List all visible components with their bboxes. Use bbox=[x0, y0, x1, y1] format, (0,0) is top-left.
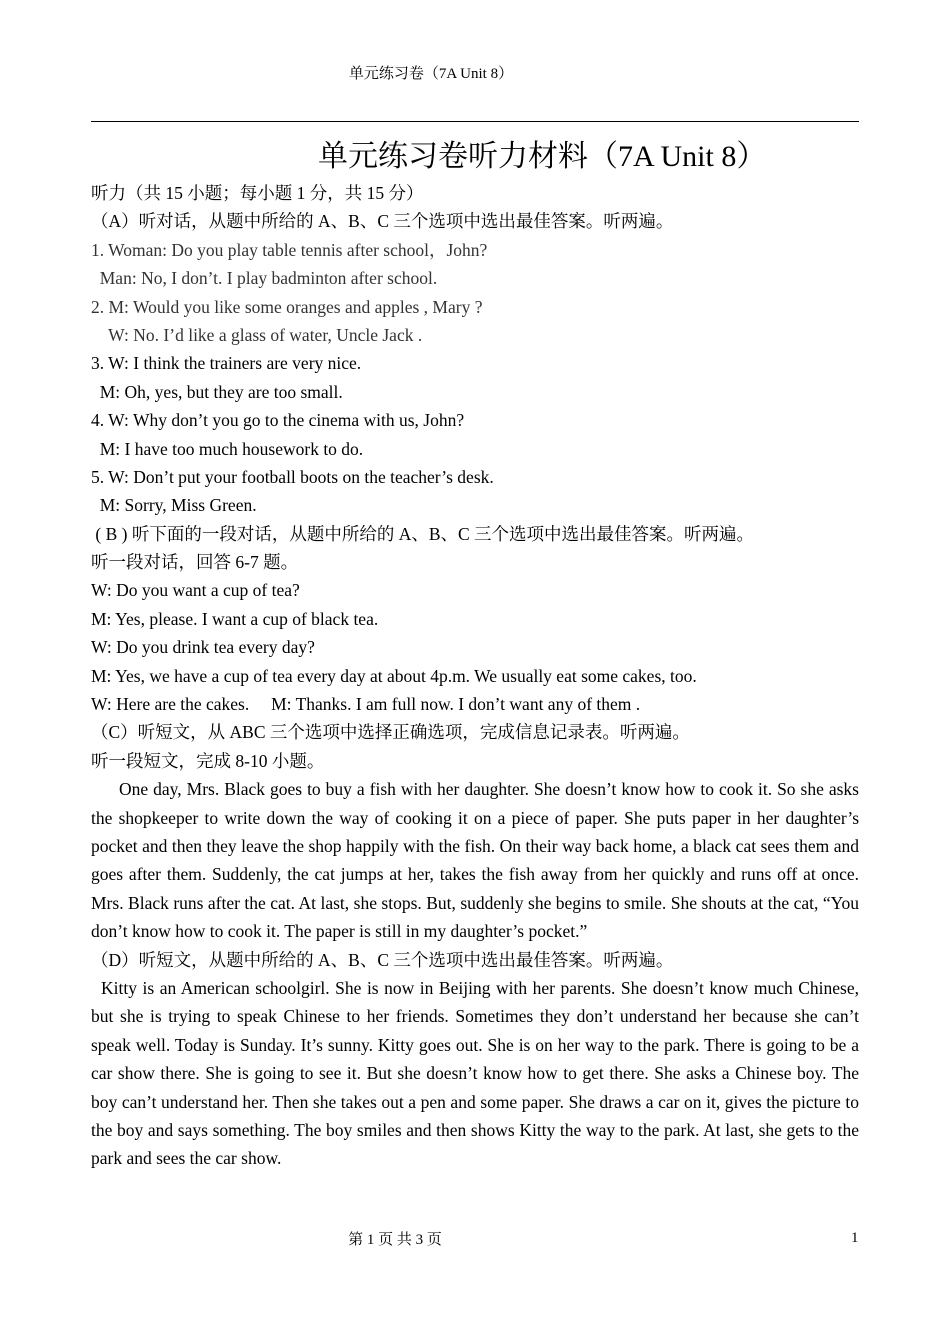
dialogue-line: M: Yes, please. I want a cup of black tea. bbox=[91, 608, 379, 629]
document-title: 单元练习卷听力材料（7A Unit 8） bbox=[318, 140, 767, 173]
dialogue-line: 1. Woman: Do you play table tennis after school，John? bbox=[91, 239, 488, 260]
document-body bbox=[91, 179, 859, 1173]
header-divider bbox=[91, 121, 859, 122]
page-number: 1 bbox=[851, 1230, 859, 1246]
page-header: 单元练习卷（7A Unit 8） bbox=[348, 66, 514, 82]
dialogue-line: W: Here are the cakes. M: Thanks. I am full now. I don’t want any of them . bbox=[91, 694, 641, 715]
dialogue-line: Man: No, I don’t. I play badminton after school. bbox=[91, 268, 438, 289]
dialogue-line: W: No. I’d like a glass of water, Uncle Jack . bbox=[91, 324, 423, 345]
dialogue-line: M: I have too much housework to do. bbox=[91, 438, 364, 459]
dialogue-line: 3. W: I think the trainers are very nice. bbox=[91, 353, 362, 374]
dialogue-line: W: Do you drink tea every day? bbox=[91, 637, 315, 658]
section-b-subheading: 听一段对话，回答 6-7 题。 bbox=[91, 552, 299, 573]
listening-intro: 听力（共 15 小题；每小题 1 分，共 15 分） bbox=[91, 183, 424, 203]
section-c-subheading: 听一段短文，完成 8-10 小题。 bbox=[91, 750, 325, 771]
dialogue-line: 5. W: Don’t put your football boots on the teacher’s desk. bbox=[91, 466, 494, 487]
dialogue-line: 2. M: Would you like some oranges and apples , Mary ? bbox=[91, 296, 483, 317]
dialogue-line: M: Yes, we have a cup of tea every day at about 4p.m. We usually eat some cakes, too. bbox=[91, 665, 697, 686]
section-a-heading: （A）听对话，从题中所给的 A、B、C 三个选项中选出最佳答案。听两遍。 bbox=[91, 211, 674, 232]
dialogue-line: M: Sorry, Miss Green. bbox=[91, 495, 257, 516]
section-d-passage: Kitty is an American schoolgirl. She is now in Beijing with her parents. She doesn’t know much Chinese, but she is trying to speak Chinese to her friends. Sometimes they don’t understand her because she can’t speak well. Today is Sunday. It’s sunny. Kitty goes out. She is on her way to the park. There is going to be a car show there. She is going to see it. But she doesn’t know how to get there. She asks a Chinese boy. The boy can’t understand her. Then she takes out a pen and some paper. She draws a car on it, gives the picture to the boy and says something. The boy smiles and then shows Kitty the way to the park. At last, she gets to the park and sees the car show. bbox=[91, 978, 859, 1169]
section-b-heading: ( B ) 听下面的一段对话，从题中所给的 A、B、C 三个选项中选出最佳答案。听两遍。 bbox=[91, 523, 755, 544]
dialogue-line: M: Oh, yes, but they are too small. bbox=[91, 381, 343, 402]
section-c-passage: One day, Mrs. Black goes to buy a fish with her daughter. She doesn’t know how to cook it. So she asks the shopkeeper to write down the way of cooking it on a piece of paper. She puts paper in her daughter’s pocket and then they leave the shop happily with the fish. On their way back home, a black cat sees them and goes after them. Suddenly, the cat jumps at her, takes the fish away from her quickly and runs off at once. Mrs. Black runs after the cat. At last, she stops. But, suddenly she begins to smile. She shouts at the cat, “You don’t know how to cook it. The paper is still in my daughter’s pocket.” bbox=[91, 779, 859, 942]
dialogue-line: 4. W: Why don’t you go to the cinema with us, John? bbox=[91, 410, 465, 431]
page-counter: 第 1 页 共 3 页 bbox=[348, 1232, 442, 1248]
dialogue-line: W: Do you want a cup of tea? bbox=[91, 580, 300, 601]
section-c-heading: （C）听短文，从 ABC 三个选项中选择正确选项，完成信息记录表。听两遍。 bbox=[91, 722, 690, 743]
section-d-heading: （D）听短文，从题中所给的 A、B、C 三个选项中选出最佳答案。听两遍。 bbox=[91, 949, 674, 970]
